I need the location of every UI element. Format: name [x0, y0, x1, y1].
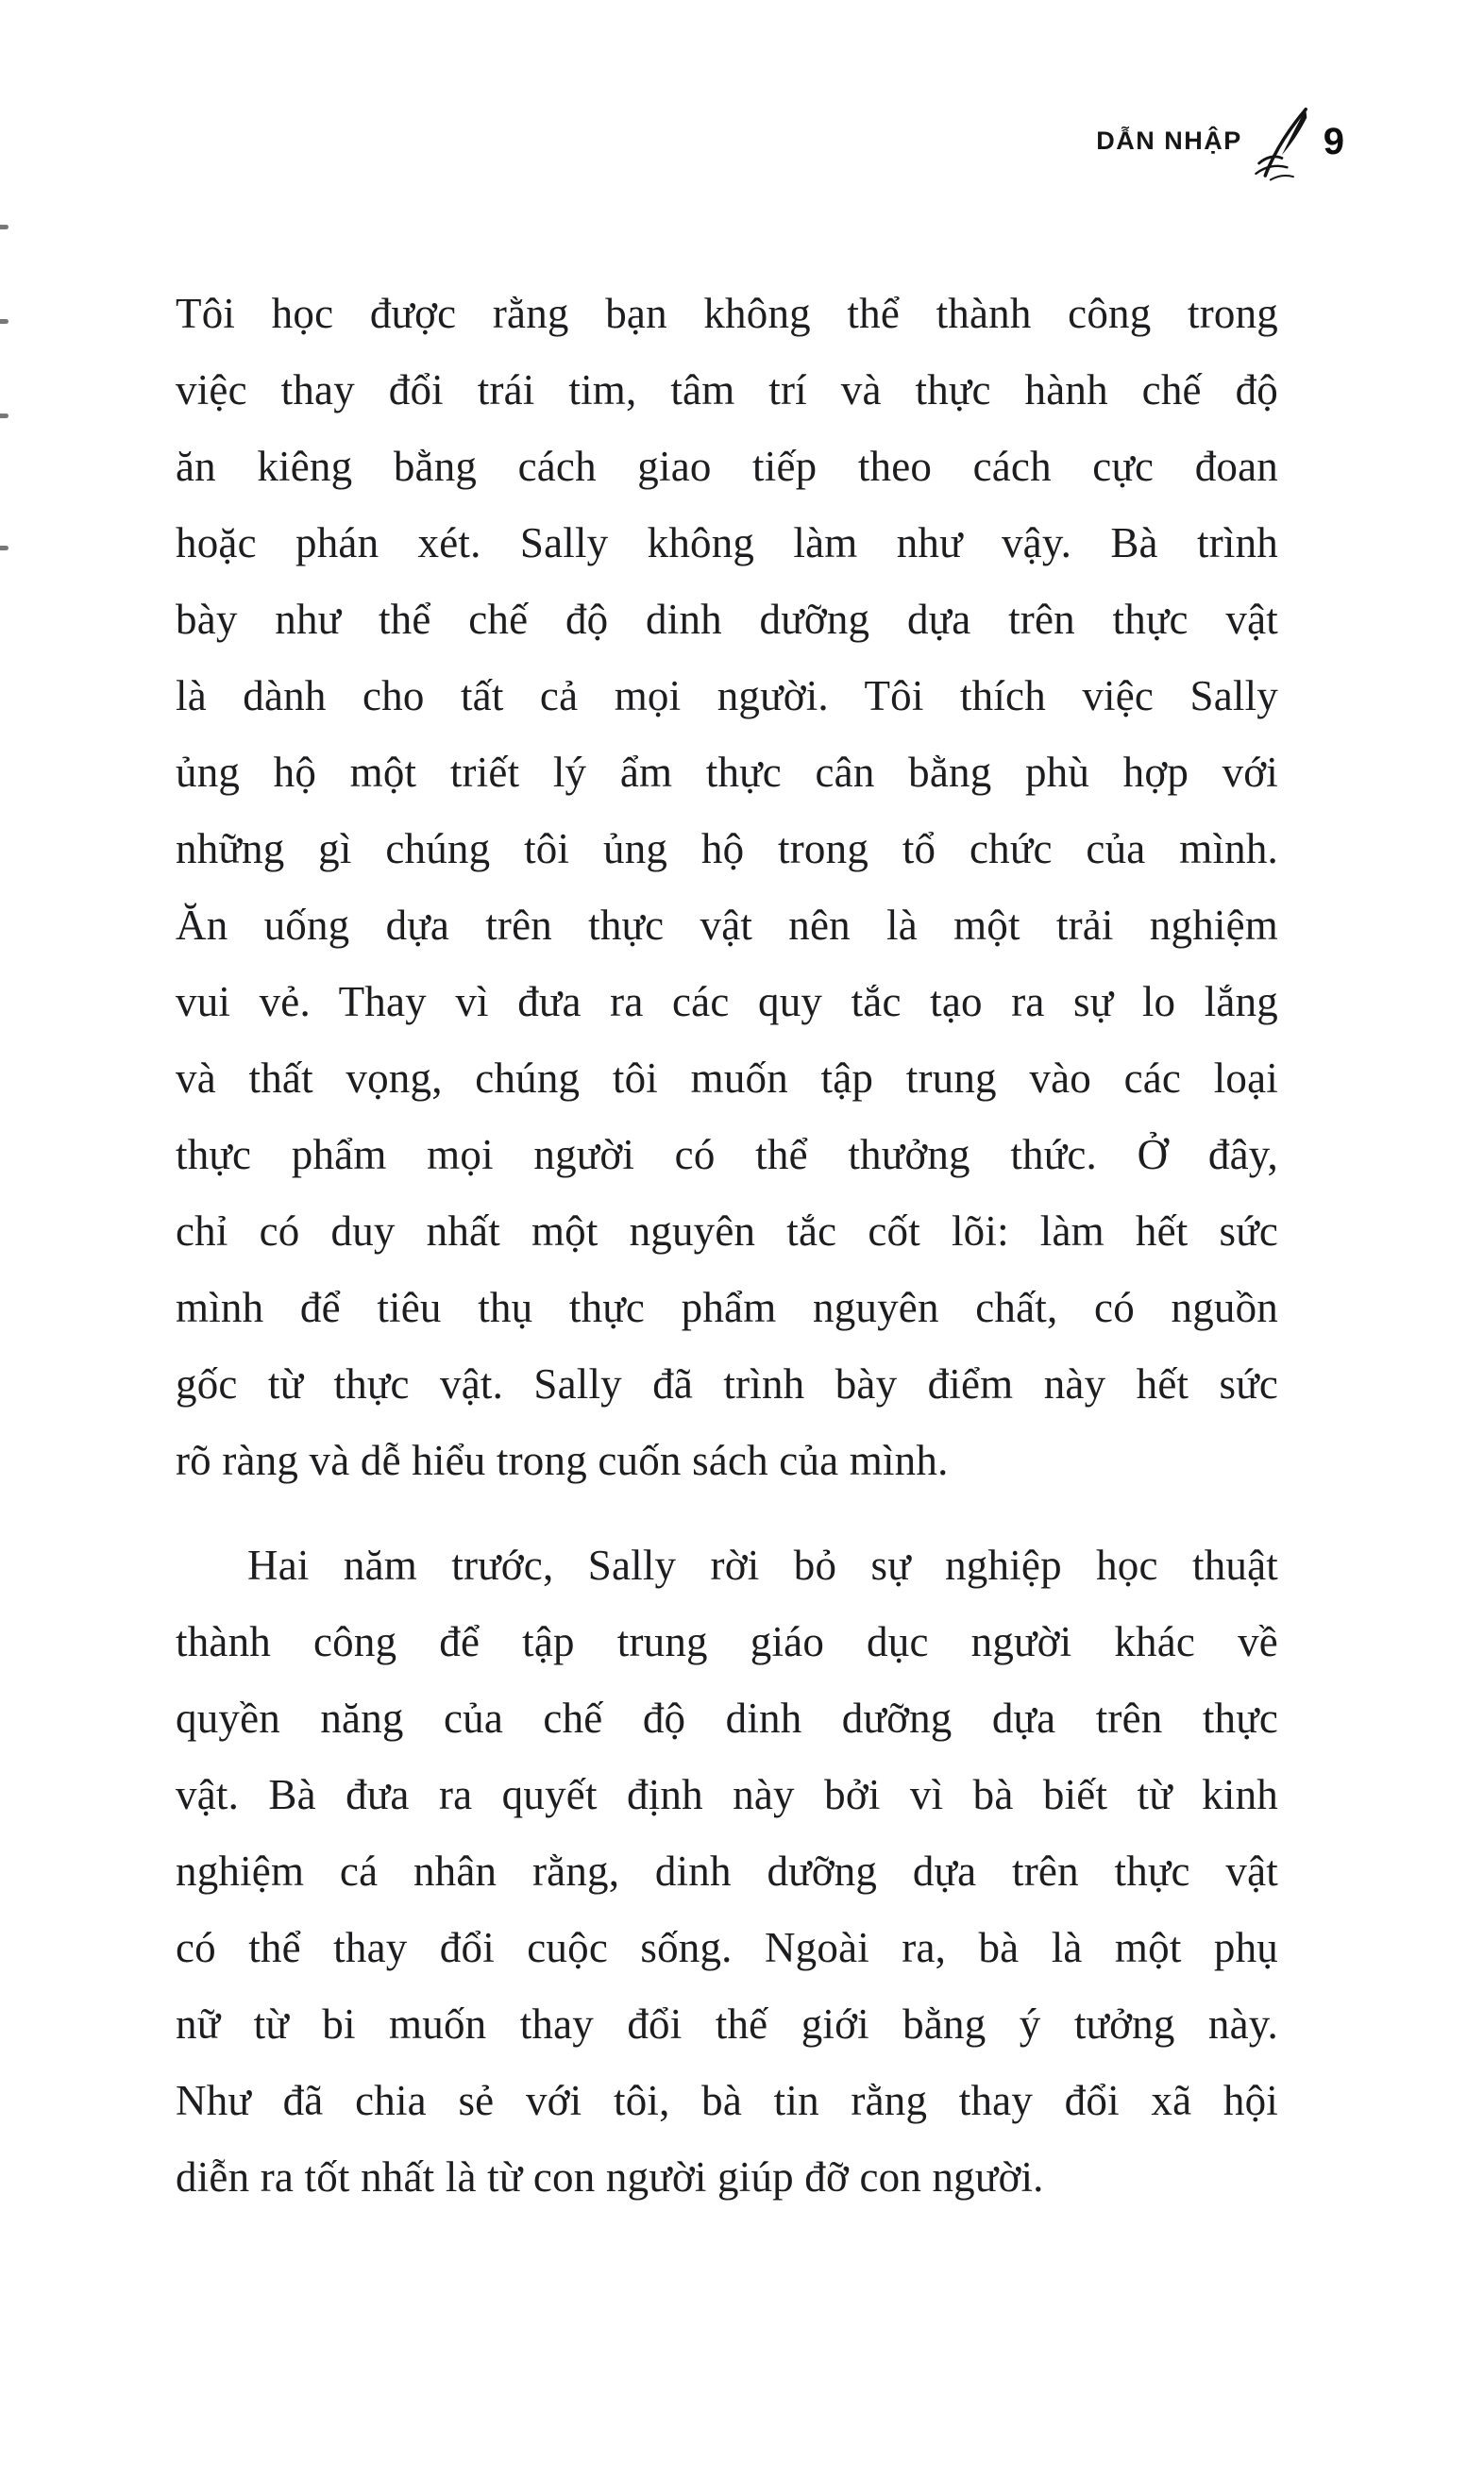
text-line: mình để tiêu thụ thực phẩm nguyên chất, có nguồn — [176, 1284, 1278, 1331]
text-line: có thể thay đổi cuộc sống. Ngoài ra, bà là một phụ — [176, 1924, 1278, 1971]
text-line: diễn ra tốt nhất là từ con người giúp đỡ con người. — [176, 2153, 1044, 2201]
body-text — [176, 276, 1278, 2216]
text-line: là dành cho tất cả mọi người. Tôi thích việc Sally — [176, 672, 1278, 719]
scan-artifact-mark — [0, 546, 8, 550]
text-line: vui vẻ. Thay vì đưa ra các quy tắc tạo ra sự lo lắng — [176, 978, 1278, 1025]
text-line: Hai năm trước, Sally rời bỏ sự nghiệp học thuật — [247, 1542, 1278, 1589]
quill-swash-icon — [1252, 104, 1314, 183]
page-header — [1096, 104, 1344, 183]
text-line: vật. Bà đưa ra quyết định này bởi vì bà biết từ kinh — [176, 1771, 1278, 1818]
text-line: thành công để tập trung giáo dục người khác về — [176, 1618, 1278, 1665]
text-line: Tôi học được rằng bạn không thể thành công trong — [176, 290, 1278, 337]
text-line: rõ ràng và dễ hiểu trong cuốn sách của mình. — [176, 1437, 949, 1484]
scan-artifact-mark — [0, 319, 8, 324]
paragraph — [176, 1527, 1278, 2216]
scan-artifact-mark — [0, 225, 8, 229]
text-line: Ăn uống dựa trên thực vật nên là một trải nghiệm — [176, 902, 1278, 949]
text-line: bày như thể chế độ dinh dưỡng dựa trên thực vật — [176, 596, 1278, 643]
text-line: nữ từ bi muốn thay đổi thế giới bằng ý tưởng này. — [176, 2000, 1278, 2048]
running-header-title: DẪN NHẬP — [1096, 126, 1242, 155]
text-line: hoặc phán xét. Sally không làm như vậy. Bà trình — [176, 519, 1278, 566]
page-number: 9 — [1323, 120, 1344, 162]
text-line: thực phẩm mọi người có thể thưởng thức. Ở đây, — [176, 1131, 1278, 1178]
text-line: ăn kiêng bằng cách giao tiếp theo cách cực đoan — [176, 443, 1278, 490]
text-line: chỉ có duy nhất một nguyên tắc cốt lõi: làm hết sức — [176, 1207, 1278, 1255]
text-line: quyền năng của chế độ dinh dưỡng dựa trên thực — [176, 1695, 1278, 1742]
text-line: việc thay đổi trái tim, tâm trí và thực hành chế độ — [176, 366, 1278, 414]
paragraph — [176, 276, 1278, 1499]
text-line: nghiệm cá nhân rằng, dinh dưỡng dựa trên thực vật — [176, 1848, 1278, 1895]
text-line: gốc từ thực vật. Sally đã trình bày điểm này hết sức — [176, 1360, 1278, 1408]
scan-artifact-mark — [0, 414, 8, 418]
text-line: và thất vọng, chúng tôi muốn tập trung vào các loại — [176, 1055, 1278, 1102]
text-line: Như đã chia sẻ với tôi, bà tin rằng thay đổi xã hội — [176, 2077, 1278, 2124]
text-line: ủng hộ một triết lý ẩm thực cân bằng phù hợp với — [176, 749, 1278, 796]
text-line: những gì chúng tôi ủng hộ trong tổ chức của mình. — [176, 825, 1278, 872]
